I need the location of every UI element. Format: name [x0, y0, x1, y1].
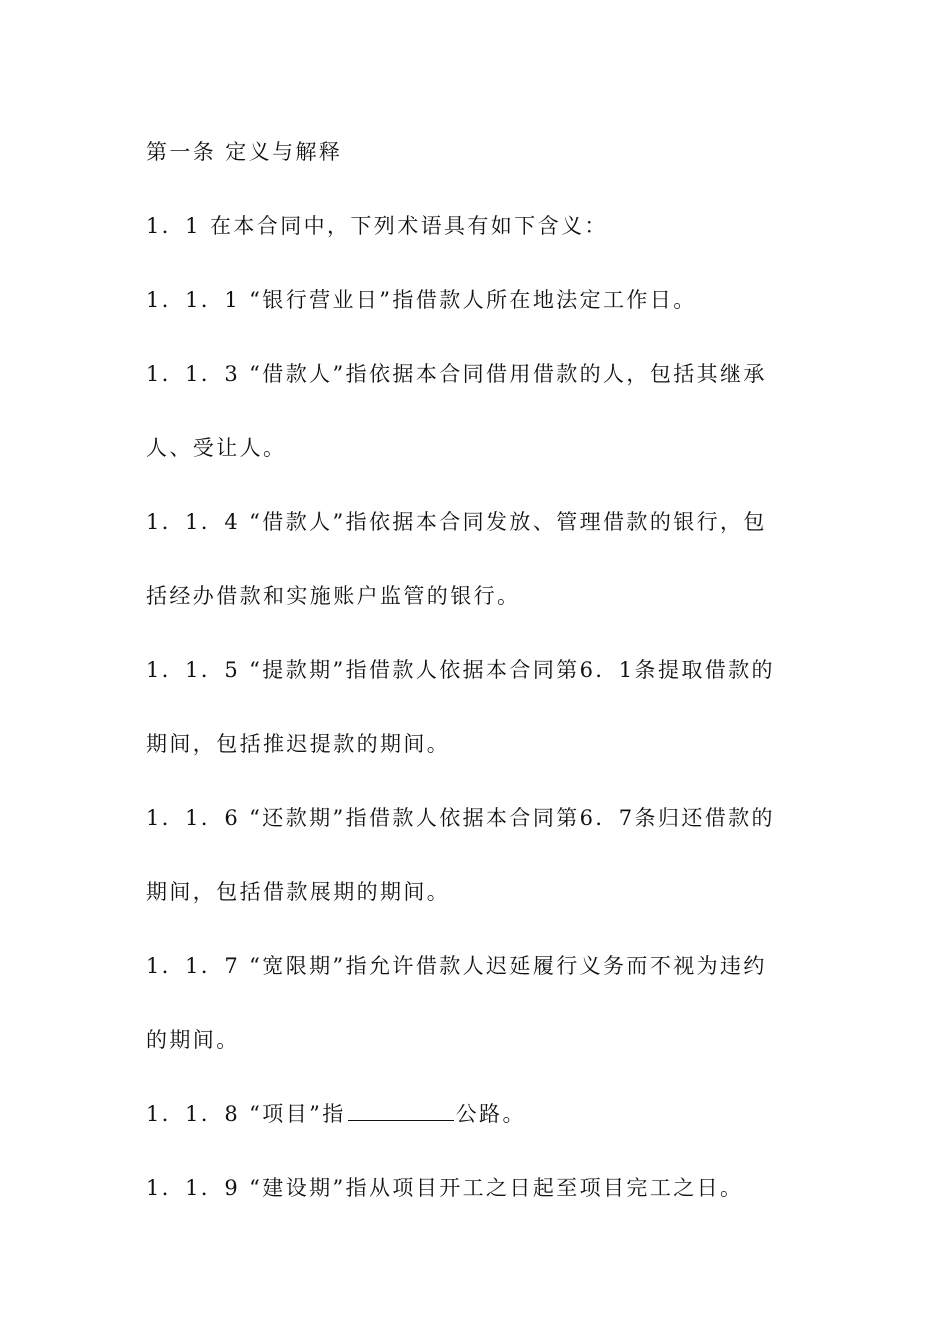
clause-1-1-4-cont: 括经办借款和实施账户监管的银行。 [146, 584, 521, 608]
clause-1-1-1: 1．1．1 “银行营业日”指借款人所在地法定工作日。 [146, 288, 697, 312]
clause-1-1-7: 1．1．7 “宽限期”指允许借款人迟延履行义务而不视为违约 [146, 954, 767, 978]
clause-1-1: 1．1 在本合同中，下列术语具有如下含义： [146, 214, 608, 238]
clause-1-1-4: 1．1．4 “借款人”指依据本合同发放、管理借款的银行，包 [146, 510, 767, 534]
clause-1-1-5: 1．1．5 “提款期”指借款人依据本合同第6．1条提取借款的 [146, 658, 775, 682]
document-body [146, 128, 806, 1238]
article-heading: 第一条 定义与解释 [146, 140, 343, 164]
project-name-blank [348, 1098, 454, 1121]
clause-1-1-3-cont: 人、受让人。 [146, 436, 287, 460]
clause-1-1-3: 1．1．3 “借款人”指依据本合同借用借款的人，包括其继承 [146, 362, 767, 386]
clause-1-1-7-cont: 的期间。 [146, 1028, 240, 1052]
clause-1-1-8-prefix: 1．1．8 “项目”指 [146, 1102, 346, 1126]
clause-1-1-9: 1．1．9 “建设期”指从项目开工之日起至项目完工之日。 [146, 1176, 744, 1200]
clause-1-1-8 [146, 1090, 806, 1164]
clause-1-1-8-suffix: 公路。 [455, 1102, 526, 1126]
clause-1-1-6: 1．1．6 “还款期”指借款人依据本合同第6．7条归还借款的 [146, 806, 775, 830]
clause-1-1-6-cont: 期间，包括借款展期的期间。 [146, 880, 451, 904]
clause-1-1-5-cont: 期间，包括推迟提款的期间。 [146, 732, 451, 756]
